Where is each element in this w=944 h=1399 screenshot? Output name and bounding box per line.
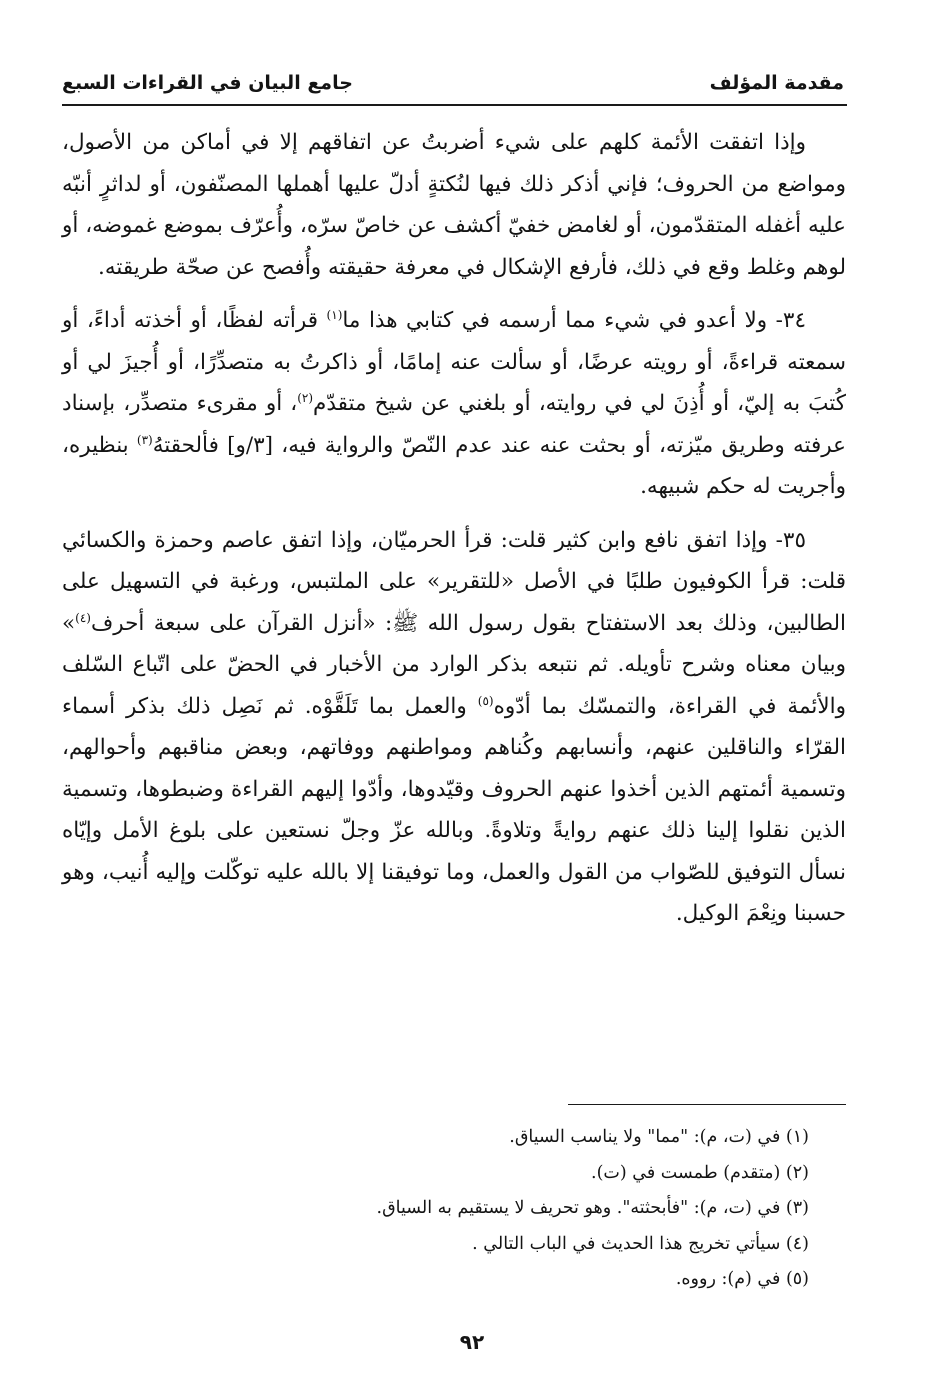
footnote-ref-3: (٣)	[136, 432, 153, 447]
footnote-ref-4: (٤)	[75, 610, 91, 625]
footnote-ref-5: (٥)	[477, 693, 494, 708]
para-35-text-a: ٣٥- وإذا اتفق نافع وابن كثير قلت: قرأ الحرميّان، وإذا اتفق عاصم وحمزة والكسائي قلت: قرأ الكوفيون طلبًا في الأصل «للتقرير» على الملتبس، ورغبة في التسهيل على الطالبين، وذلك بعد الاستفتاح بقول رسول الله ﷺ: «أنزل القرآن على سبعة أحرف	[62, 527, 846, 636]
footnote-3: (٣) في (ت، م): "فأبحثته". وهو تحريف لا يستقيم به السياق.	[376, 1198, 809, 1218]
header-rule	[62, 104, 847, 106]
footnote-rule	[568, 1104, 846, 1105]
para-34-text-d: بنظيره، وأجريت له حكم شبيهه.	[62, 432, 846, 499]
running-header	[62, 66, 844, 100]
para-35-text-b: » وبيان معناه وشرح تأويله. ثم نتبعه بذكر الوارد من الأخبار في الحضّ على اتّباع السّلف والأئمة في القراءة، والتمسّك بما أدّوه	[62, 610, 846, 719]
para-34-text-a: ٣٤- ولا أعدو في شيء مما أرسمه في كتابي هذا ما	[342, 308, 807, 333]
footnote-5: (٥) في (م): رووه.	[675, 1269, 809, 1289]
footnote-4: (٤) سيأتي تخريج هذا الحديث في الباب التالي .	[472, 1233, 809, 1254]
section-title: مقدمة المؤلف	[709, 72, 844, 94]
paragraph-1: وإذا اتفقت الأئمة كلهم على شيء أضربتُ عن اتفاقهم إلا في أماكن من الأصول، ومواضع من الحروف؛ فإني أذكر ذلك فيها لنُكتةٍ أدلّ عليها أهملها المصنّفون، أو لداثرٍ أنبّه عليه أغفله المتقدّمون، أو لغامض خفيّ أكشف عن خاصّ سرّه، وأُعرّف بموضع غموضه، أو لوهم وغلط وقع في ذلك، فأرفع الإشكال في معرفة حقيقته وأُفصح عن صحّة طريقته.	[62, 130, 846, 280]
para-35-text-c: والعمل بما تَلَقَّوْه. ثم نَصِل ذلك بذكر أسماء القرّاء والناقلين عنهم، وأنسابهم وكُناهم ومواطنهم ووفاتهم، وبعض مناقبهم وأحوالهم، وتسمية أئمتهم الذين أخذوا عنهم الحروف وقيّدوها، وأدّوا إليهم القراءة وضبطوها، وتسمية الذين نقلوا إلينا ذلك عنهم روايةً وتلاوةً. وبالله عزّ وجلّ نستعين على بلوغ الأمل وإيّاه نسأل التوفيق للصّواب من القول والعمل، وما توفيقنا إلا بالله عليه توكّلت وإليه أُنيب، وهو حسبنا ونِعْمَ الوكيل.	[62, 693, 846, 926]
footnote-ref-2: (٢)	[297, 390, 314, 405]
book-title: جامع البيان في القراءات السبع	[62, 72, 353, 94]
para-34-text-b: قرأته لفظًا، أو أخذته أداءً، أو سمعته قراءةً، أو رويته عرضًا، أو سألت عنه إمامًا، أو ذاكرتُ به متصدِّرًا، أو أُجيزَ لي أو كُتبَ به إليّ، أو أُذِنَ لي في روايته، أو بلغني عن شيخ متقدّم	[62, 308, 846, 416]
footnote-1: (١) في (ت، م): "مما" ولا يناسب السياق.	[509, 1127, 809, 1147]
paragraph-34	[62, 300, 846, 508]
paragraph-35	[62, 520, 846, 935]
page-number: ٩٢	[459, 1330, 485, 1354]
main-text	[62, 122, 846, 947]
footnote-ref-1: (١)	[326, 307, 343, 322]
para-34-text-c: ، أو مقرىء متصدِّر، بإسناد عرفته وطريق ميّزته، أو بحثت عنه عند عدم النّصّ والرواية فيه، [٣/و] فألحقتهُ	[62, 391, 846, 458]
footnotes	[120, 1120, 809, 1298]
footnote-2: (٢) (متقدم) طمست في (ت).	[591, 1162, 809, 1183]
